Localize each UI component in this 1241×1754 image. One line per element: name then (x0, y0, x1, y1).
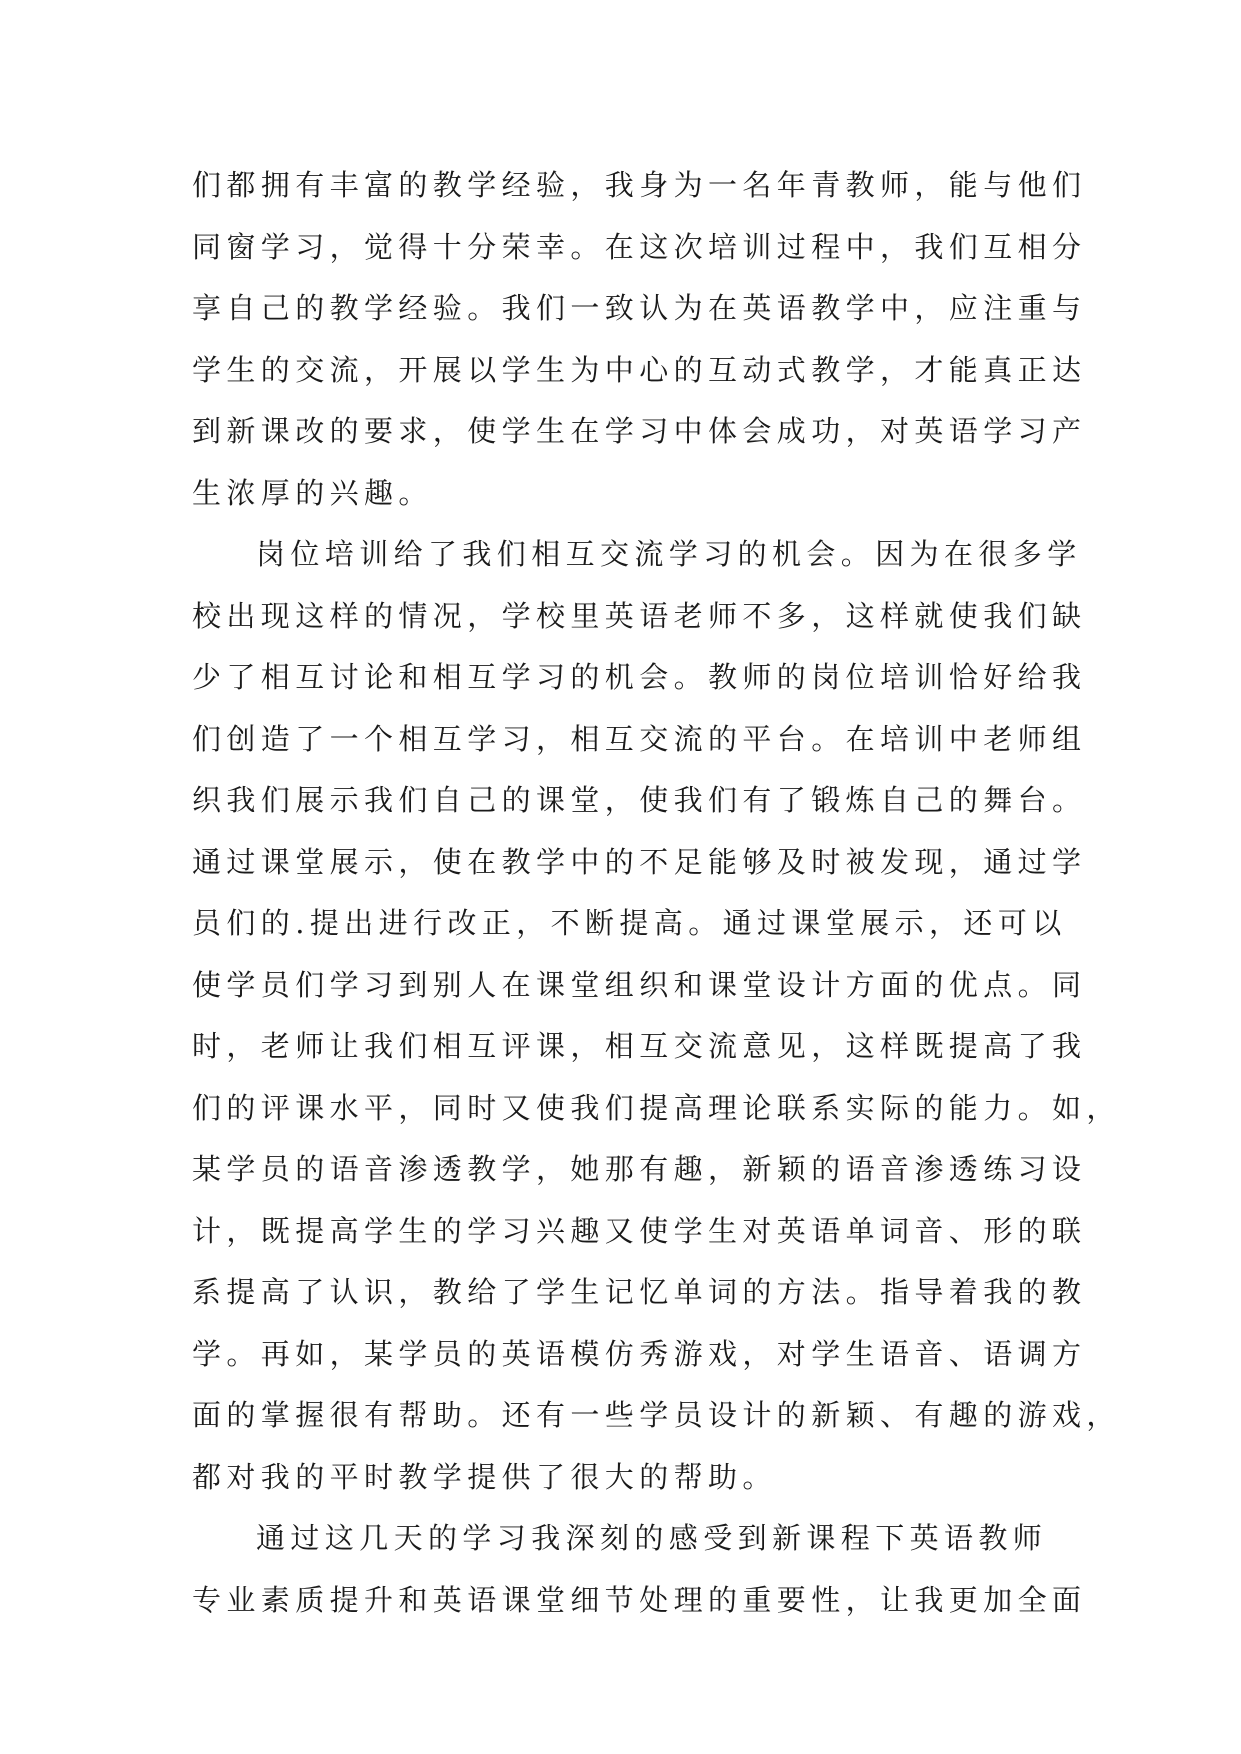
text-line: 到新课改的要求，使学生在学习中体会成功，对英语学习产 (192, 414, 1087, 448)
text-line: 计，既提高学生的学习兴趣又使学生对英语单词音、形的联 (192, 1213, 1087, 1248)
text-line: 时，老师让我们相互评课，相互交流意见，这样既提高了我 (192, 1029, 1087, 1063)
text-line: 系提高了认识，教给了学生记忆单词的方法。指导着我的教 (192, 1275, 1087, 1309)
text-line: 专业素质提升和英语课堂细节处理的重要性，让我更加全面 (192, 1582, 1087, 1617)
text-line: 享自己的教学经验。我们一致认为在英语教学中，应注重与 (192, 291, 1087, 325)
paragraph-first-line: 岗位培训给了我们相互交流学习的机会。因为在很多学 (256, 537, 1082, 571)
text-line: 面的掌握很有帮助。还有一些学员设计的新颖、有趣的游戏， (192, 1398, 1121, 1432)
text-line: 学。再如，某学员的英语模仿秀游戏，对学生语音、语调方 (192, 1336, 1087, 1371)
text-line: 某学员的语音渗透教学，她那有趣，新颖的语音渗透练习设 (192, 1152, 1087, 1186)
text-line: 们创造了一个相互学习，相互交流的平台。在培训中老师组 (192, 721, 1087, 756)
text-line: 员们的.提出进行改正，不断提高。通过课堂展示，还可以 (192, 906, 1067, 940)
text-line: 使学员们学习到别人在课堂组织和课堂设计方面的优点。同 (192, 967, 1087, 1002)
text-line: 学生的交流，开展以学生为中心的互动式教学，才能真正达 (192, 352, 1087, 387)
text-line: 生浓厚的兴趣。 (192, 475, 433, 510)
text-line: 同窗学习，觉得十分荣幸。在这次培训过程中，我们互相分 (192, 229, 1087, 264)
text-line: 校出现这样的情况，学校里英语老师不多，这样就使我们缺 (192, 598, 1087, 633)
text-line: 织我们展示我们自己的课堂，使我们有了锻炼自己的舞台。 (192, 783, 1087, 817)
text-line: 少了相互讨论和相互学习的机会。教师的岗位培训恰好给我 (192, 660, 1087, 694)
text-line: 们的评课水平，同时又使我们提高理论联系实际的能力。如， (192, 1090, 1121, 1125)
paragraph-first-line: 通过这几天的学习我深刻的感受到新课程下英语教师 (256, 1521, 1048, 1555)
text-line: 都对我的平时教学提供了很大的帮助。 (192, 1459, 777, 1494)
body-text (192, 155, 1121, 1631)
text-line: 通过课堂展示，使在教学中的不足能够及时被发现，通过学 (192, 844, 1087, 879)
text-line: 们都拥有丰富的教学经验，我身为一名年青教师，能与他们 (192, 168, 1087, 202)
